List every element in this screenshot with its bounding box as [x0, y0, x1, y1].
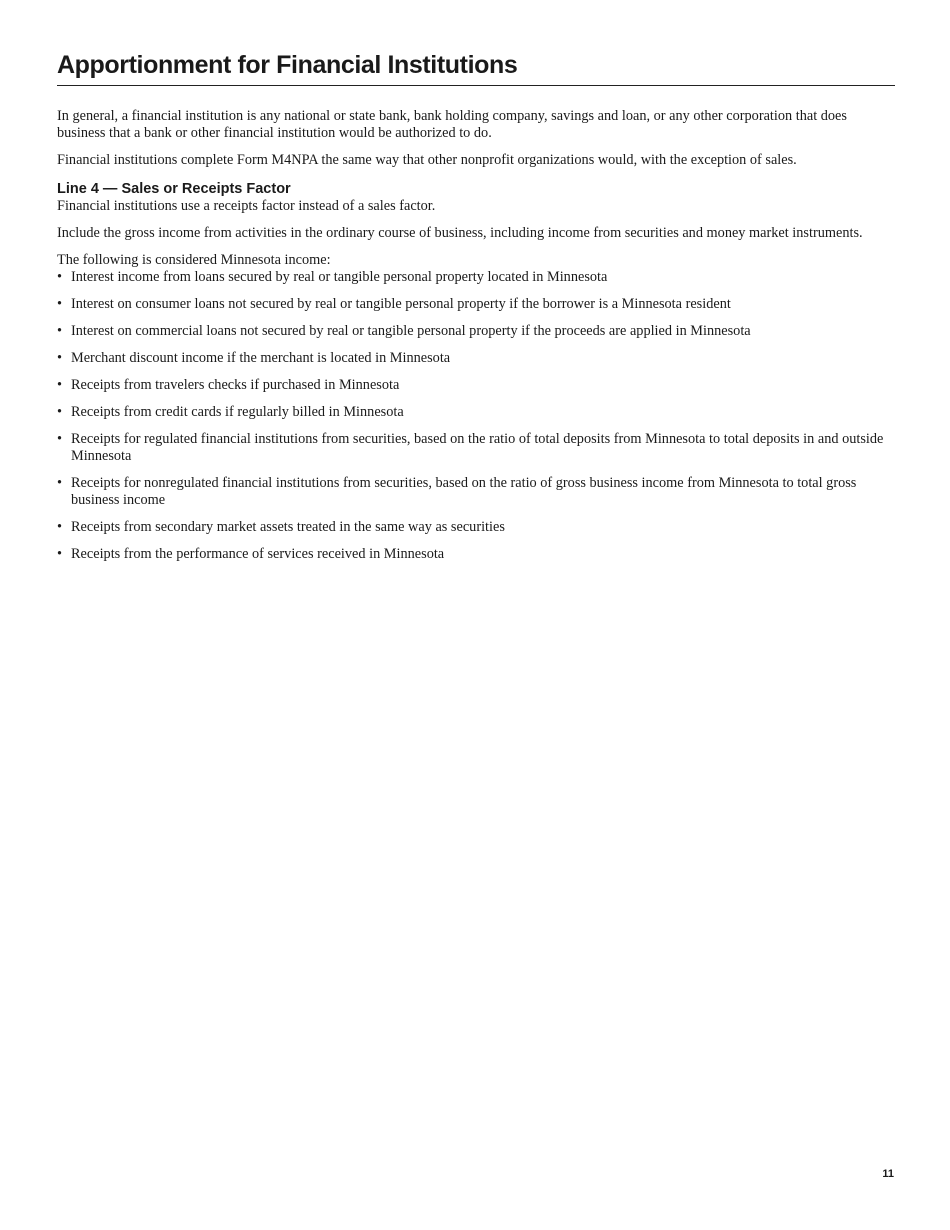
form-paragraph: Financial institutions complete Form M4NPA the same way that other nonprofit organizations would, with the exception of sales. — [57, 152, 797, 168]
bullet-icon: • — [57, 546, 63, 562]
intro-paragraph: In general, a financial institution is any national or state bank, bank holding company, savings and loan, or any other corporation that does business that a bank or other financial institution would be authorized to do. — [57, 108, 847, 141]
list-item-text: Merchant discount income if the merchant is located in Minnesota — [71, 350, 451, 366]
minnesota-income-list — [57, 269, 895, 563]
page-title: Apportionment for Financial Institutions — [57, 0, 895, 86]
list-item-text: Interest on consumer loans not secured by real or tangible personal property if the borrower is a Minnesota resident — [71, 296, 731, 312]
section-paragraph-gross-income: Include the gross income from activities in the ordinary course of business, including income from securities and money market instruments. — [57, 225, 863, 241]
list-item-text: Receipts from travelers checks if purchased in Minnesota — [71, 377, 400, 393]
list-item — [57, 377, 895, 394]
list-item-text: Receipts for nonregulated financial institutions from securities, based on the ratio of gross business income from Minnesota to total gross business income — [71, 475, 857, 508]
list-item-text: Receipts from secondary market assets treated in the same way as securities — [71, 519, 505, 535]
bullet-icon: • — [57, 323, 63, 339]
bullet-icon: • — [57, 431, 63, 447]
list-item — [57, 519, 895, 536]
bullet-icon: • — [57, 377, 63, 393]
list-item — [57, 323, 895, 340]
bullet-icon: • — [57, 269, 63, 285]
list-item — [57, 475, 895, 509]
list-item-text: Interest income from loans secured by real or tangible personal property located in Minnesota — [71, 269, 608, 285]
list-item — [57, 269, 895, 286]
list-item — [57, 431, 895, 465]
list-item-text: Receipts from credit cards if regularly billed in Minnesota — [71, 404, 404, 420]
bullet-icon: • — [57, 519, 63, 535]
list-item — [57, 404, 895, 421]
section-heading: Line 4 — Sales or Receipts Factor — [57, 181, 291, 197]
list-item — [57, 350, 895, 367]
bullet-icon: • — [57, 350, 63, 366]
list-item-text: Receipts from the performance of services received in Minnesota — [71, 546, 445, 562]
page-number: 11 — [882, 1168, 894, 1180]
document-page — [57, 0, 895, 573]
list-item — [57, 296, 895, 313]
bullet-icon: • — [57, 404, 63, 420]
list-intro: The following is considered Minnesota income: — [57, 252, 331, 268]
list-item-text: Receipts for regulated financial institutions from securities, based on the ratio of total deposits from Minnesota to total deposits in and outside Minnesota — [71, 431, 884, 464]
bullet-icon: • — [57, 475, 63, 491]
bullet-icon: • — [57, 296, 63, 312]
section-paragraph-receipts-factor: Financial institutions use a receipts factor instead of a sales factor. — [57, 198, 436, 214]
list-item-text: Interest on commercial loans not secured by real or tangible personal property if the proceeds are applied in Minnesota — [71, 323, 751, 339]
list-item — [57, 546, 895, 563]
